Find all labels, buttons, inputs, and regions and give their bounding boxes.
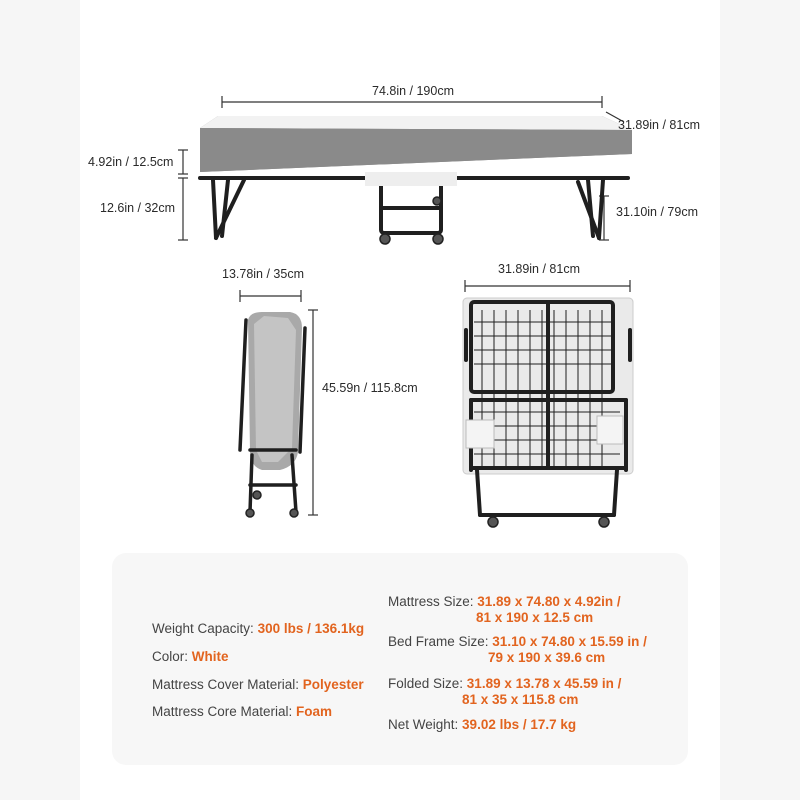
dim-folded-height: 45.59n / 115.8cm (322, 381, 418, 395)
spec-net-weight (388, 717, 576, 733)
spec-value: Foam (296, 704, 333, 719)
spec-weight-capacity (152, 621, 364, 637)
spec-value-metric: 81 x 35 x 115.8 cm (462, 692, 579, 707)
spec-value: 300 lbs / 136.1kg (257, 621, 365, 636)
spec-value: Polyester (302, 677, 364, 692)
spec-value: 31.10 x 74.80 x 15.59 in / (492, 634, 647, 649)
spec-core-material (152, 704, 332, 720)
spec-value: White (191, 649, 229, 664)
spec-label: Folded Size: (388, 676, 467, 691)
spec-cover-material (152, 677, 364, 693)
dim-folded-width: 31.89in / 81cm (498, 262, 580, 276)
spec-label: Mattress Cover Material: (152, 677, 303, 692)
spec-folded-size (388, 676, 621, 708)
spec-value-metric: 79 x 190 x 39.6 cm (488, 650, 606, 665)
dim-folded-depth: 13.78in / 35cm (222, 267, 304, 281)
folded-front-view (463, 298, 633, 527)
dim-frame-width: 31.10in / 79cm (616, 205, 698, 219)
dim-mattress-height: 4.92in / 12.5cm (88, 155, 174, 169)
folded-side-view (240, 312, 305, 517)
spec-value: 39.02 lbs / 17.7 kg (462, 717, 577, 732)
spec-color (152, 649, 229, 665)
mattress (200, 116, 632, 186)
spec-frame-size (388, 634, 647, 666)
spec-mattress-size (388, 594, 621, 626)
spec-label: Bed Frame Size: (388, 634, 493, 649)
bed-wheels (380, 197, 443, 244)
spec-value: 31.89 x 74.80 x 4.92in / (477, 594, 621, 609)
dim-length: 74.8in / 190cm (372, 84, 454, 98)
spec-label: Mattress Size: (388, 594, 478, 609)
bed-frame-legs (200, 178, 628, 238)
spec-label: Weight Capacity: (152, 621, 258, 636)
spec-value: 31.89 x 13.78 x 45.59 in / (466, 676, 622, 691)
spec-label: Mattress Core Material: (152, 704, 297, 719)
spec-value-metric: 81 x 190 x 12.5 cm (476, 610, 594, 625)
dim-frame-height: 12.6in / 32cm (100, 201, 176, 215)
dim-width: 31.89in / 81cm (618, 118, 700, 132)
spec-label: Net Weight: (388, 717, 463, 732)
spec-label: Color: (152, 649, 192, 664)
